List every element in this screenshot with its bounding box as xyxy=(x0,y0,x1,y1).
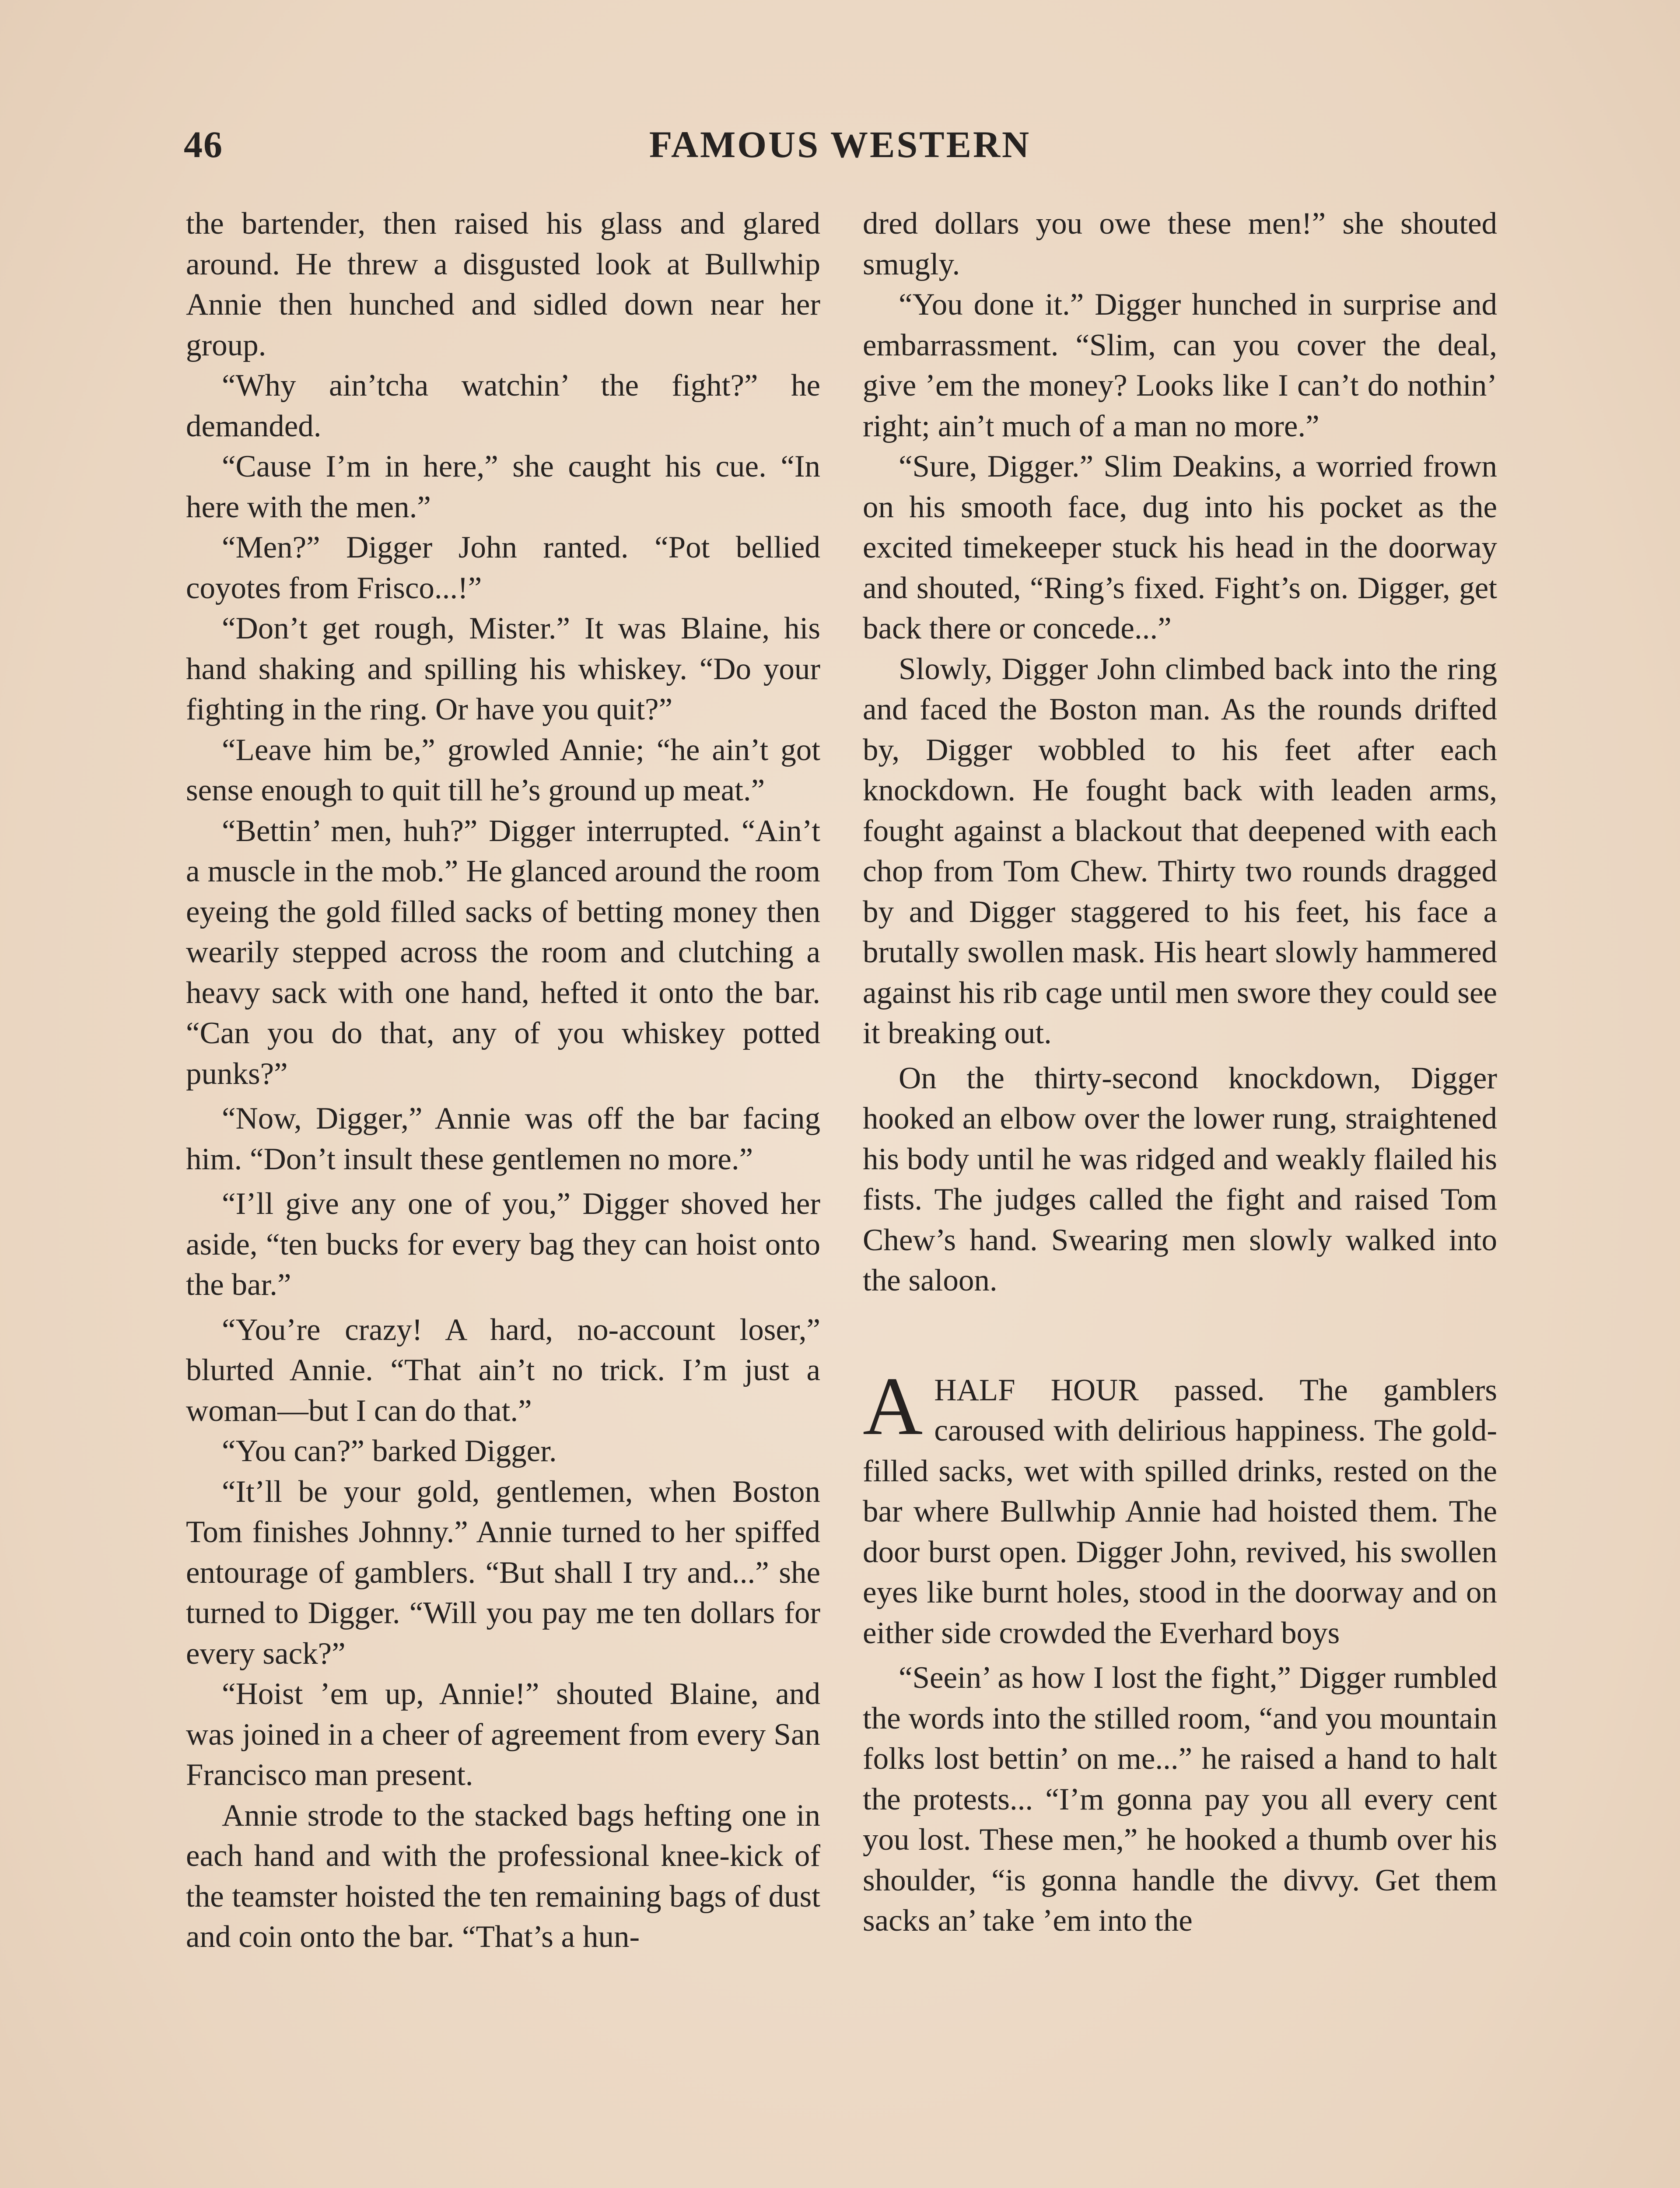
paragraph: “Leave him be,” growled Annie; “he ain’t got sense enough to quit till he’s ground up meat.” xyxy=(186,733,820,807)
page-number: 46 xyxy=(184,123,223,165)
paragraph: “Cause I’m in here,” she caught his cue. “In here with the men.” xyxy=(186,449,820,524)
running-head: FAMOUS WESTERN xyxy=(649,123,1031,165)
paragraph: “It’ll be your gold, gentlemen, when Boston Tom finishes Johnny.” Annie turned to her spiffed entourage of gamblers. “But shall I try and...” she turned to Digger. “Will you pay me ten dollars for every sack?” xyxy=(186,1474,820,1671)
paragraph: “Why ain’tcha watchin’ the fight?” he demanded. xyxy=(186,368,820,443)
paragraph: “Now, Digger,” Annie was off the bar facing him. “Don’t insult these gentlemen no more.” xyxy=(186,1101,820,1176)
right-column xyxy=(863,203,1497,1941)
paragraph: “I’ll give any one of you,” Digger shoved her aside, “ten bucks for every bag they can hoist onto the bar.” xyxy=(186,1187,820,1302)
drop-cap: A xyxy=(863,1360,923,1452)
paragraph: “Don’t get rough, Mister.” It was Blaine, his hand shaking and spilling his whiskey. “Do your fighting in the ring. Or have you quit?” xyxy=(186,611,820,726)
paragraph: “You can?” barked Digger. xyxy=(222,1434,557,1468)
left-column xyxy=(186,203,820,1957)
section-break xyxy=(863,1301,1497,1370)
paragraph: Slowly, Digger John climbed back into the ring and faced the Boston man. As the rounds drifted by, Digger wobbled to his feet after each knockdown. He fought back with leaden arms, fought against a blackout that deepened with each chop from Tom Chew. Thirty two rounds dragged by and Digger staggered to his feet, his face a brutally swollen mask. His heart slowly hammered against his rib cage until men swore they could see it breaking out. xyxy=(863,652,1497,1050)
paragraph: the bartender, then raised his glass and glared around. He threw a disgusted look at Bullwhip Annie then hunched and sidled down near her group. xyxy=(186,207,820,362)
paragraph: “You’re crazy! A hard, no-account loser,” blurted Annie. “That ain’t no trick. I’m just a woman—but I can do that.” xyxy=(186,1312,820,1428)
paragraph: “Hoist ’em up, Annie!” shouted Blaine, and was joined in a cheer of agreement from every San Francisco man present. xyxy=(186,1677,820,1792)
section-lead-text: HALF HOUR passed. The gamblers caroused with delirious happiness. The gold-filled sacks, wet with spilled drinks, rested on the bar where Bullwhip Annie had hoisted them. The door burst open. Digger John, revived, his swollen eyes like burnt holes, stood in the doorway and on either side crowded the Everhard boys xyxy=(863,1373,1497,1650)
paragraph: “Seein’ as how I lost the fight,” Digger rumbled the words into the stilled room, “and you mountain folks lost bettin’ on me...” he raised a hand to halt the protests... “I’m gonna pay you all every cent you lost. These men,” he hooked a thumb over his shoulder, “is gonna handle the divvy. Get them sacks an’ take ’em into the xyxy=(863,1661,1497,1938)
paragraph: “Bettin’ men, huh?” Digger interrupted. “Ain’t a muscle in the mob.” He glanced around the room eyeing the gold filled sacks of betting money then wearily stepped across the room and clutching a heavy sack with one hand, hefted it onto the bar. “Can you do that, any of you whiskey potted punks?” xyxy=(186,813,820,1091)
paragraph: “Men?” Digger John ranted. “Pot bellied coyotes from Frisco...!” xyxy=(186,530,820,605)
paragraph: dred dollars you owe these men!” she shouted smugly. xyxy=(863,207,1497,281)
paragraph: On the thirty-second knockdown, Digger hooked an elbow over the lower rung, straightened his body until he was ridged and weakly flailed his fists. The judges called the fight and raised Tom Chew’s hand. Swearing men slowly walked into the saloon. xyxy=(863,1061,1497,1297)
paragraph: “You done it.” Digger hunched in surprise and embarrassment. “Slim, can you cover the deal, give ’em the money? Looks like I can’t do nothin’ right; ain’t much of a man no more.” xyxy=(863,288,1497,443)
paragraph: Annie strode to the stacked bags hefting one in each hand and with the professional knee-kick of the teamster hoisted the ten remaining bags of dust and coin onto the bar. “That’s a hun- xyxy=(186,1798,820,1954)
paragraph: “Sure, Digger.” Slim Deakins, a worried frown on his smooth face, dug into his pocket as the excited timekeeper stuck his head in the doorway and shouted, “Ring’s fixed. Fight’s on. Digger, get back there or concede...” xyxy=(863,449,1497,645)
section-lead-paragraph xyxy=(863,1360,1497,1654)
